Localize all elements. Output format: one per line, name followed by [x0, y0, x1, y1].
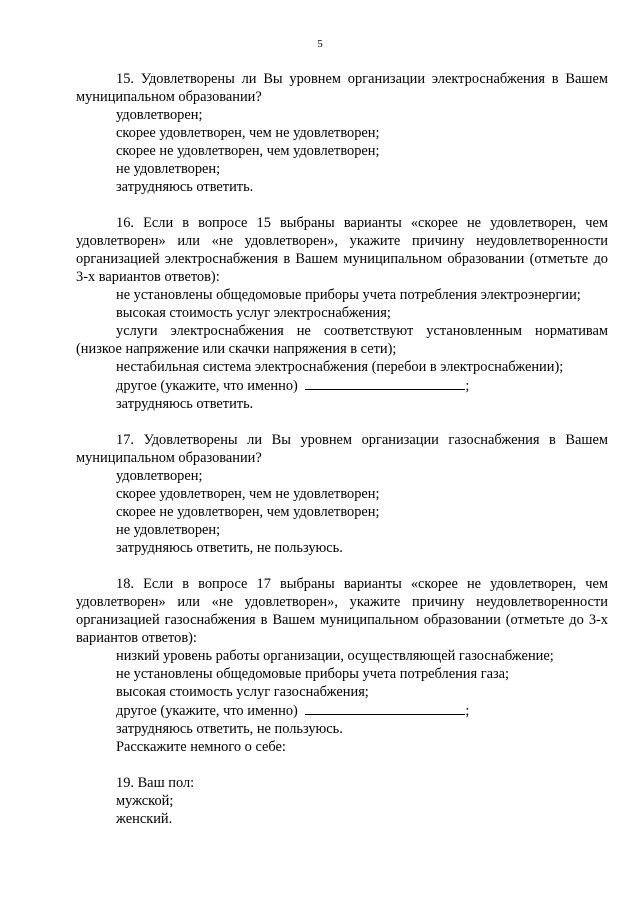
option-item: скорее удовлетворен, чем не удовлетворен; — [116, 125, 380, 141]
option-item: не установлены общедомовые приборы учета потребления электроэнергии; — [116, 287, 581, 303]
option-item: не удовлетворен; — [116, 522, 221, 538]
option-item: затрудняюсь ответить. — [116, 179, 254, 195]
option-item: скорее не удовлетворен, чем удовлетворен; — [116, 504, 380, 520]
option-list — [76, 106, 608, 196]
option-item: затрудняюсь ответить. — [116, 396, 254, 412]
question-17 — [76, 431, 608, 557]
question-18 — [76, 575, 608, 756]
option-other-suffix: ; — [465, 703, 470, 719]
option-item: скорее удовлетворен, чем не удовлетворен; — [116, 486, 380, 502]
option-item: не удовлетворен; — [116, 161, 221, 177]
option-other-label: другое (укажите, что именно) — [116, 703, 298, 719]
option-item: женский. — [116, 811, 173, 827]
option-other-label: другое (укажите, что именно) — [116, 378, 298, 394]
option-item: высокая стоимость услуг газоснабжения; — [116, 684, 369, 700]
question-text: 18. Если в вопросе 17 выбраны варианты «скорее не удовлетворен, чем удовлетворен» или «не удовлетворен», укажите причину неудовлетворенности организацией газоснабжения в Вашем муниципальном образовании (отметьте до 3-х вариантов ответов): — [76, 576, 608, 646]
option-item: низкий уровень работы организации, осуществляющей газоснабжение; — [116, 648, 554, 664]
answer-blank-line — [305, 701, 465, 715]
section-intro: Расскажите немного о себе: — [116, 739, 286, 755]
option-item: удовлетворен; — [116, 107, 203, 123]
answer-blank-line — [305, 376, 465, 390]
option-item-other — [76, 701, 608, 720]
option-item: высокая стоимость услуг электроснабжения; — [116, 305, 391, 321]
question-text: 15. Удовлетворены ли Вы уровнем организации электроснабжения в Вашем муниципальном образовании? — [76, 71, 608, 105]
question-text: 16. Если в вопросе 15 выбраны варианты «скорее не удовлетворен, чем удовлетворен» или «не удовлетворен», укажите причину неудовлетворенности организацией электроснабжения в Вашем муниципальном образовании (отметьте до 3-х вариантов ответов): — [76, 215, 608, 285]
option-other-suffix: ; — [465, 378, 470, 394]
option-item: мужской; — [116, 793, 174, 809]
option-item: скорее не удовлетворен, чем удовлетворен; — [116, 143, 380, 159]
question-text: 19. Ваш пол: — [116, 775, 195, 791]
question-text: 17. Удовлетворены ли Вы уровнем организации газоснабжения в Вашем муниципальном образовании? — [76, 432, 608, 466]
question-15 — [76, 70, 608, 196]
option-list — [76, 286, 608, 413]
option-item: услуги электроснабжения не соответствуют установленным нормативам (низкое напряжение или скачки напряжения в сети); — [76, 323, 608, 357]
option-list — [76, 647, 608, 756]
option-item-other — [76, 376, 608, 395]
option-item: не установлены общедомовые приборы учета потребления газа; — [116, 666, 510, 682]
option-item: нестабильная система электроснабжения (перебои в электроснабжении); — [116, 359, 564, 375]
option-list — [76, 792, 608, 828]
option-item: затрудняюсь ответить, не пользуюсь. — [116, 721, 343, 737]
option-item: затрудняюсь ответить, не пользуюсь. — [116, 540, 343, 556]
option-list — [76, 467, 608, 557]
page-number: 5 — [317, 38, 323, 50]
option-item: удовлетворен; — [116, 468, 203, 484]
question-16 — [76, 214, 608, 413]
question-19 — [76, 774, 608, 828]
questionnaire-content — [76, 70, 608, 846]
